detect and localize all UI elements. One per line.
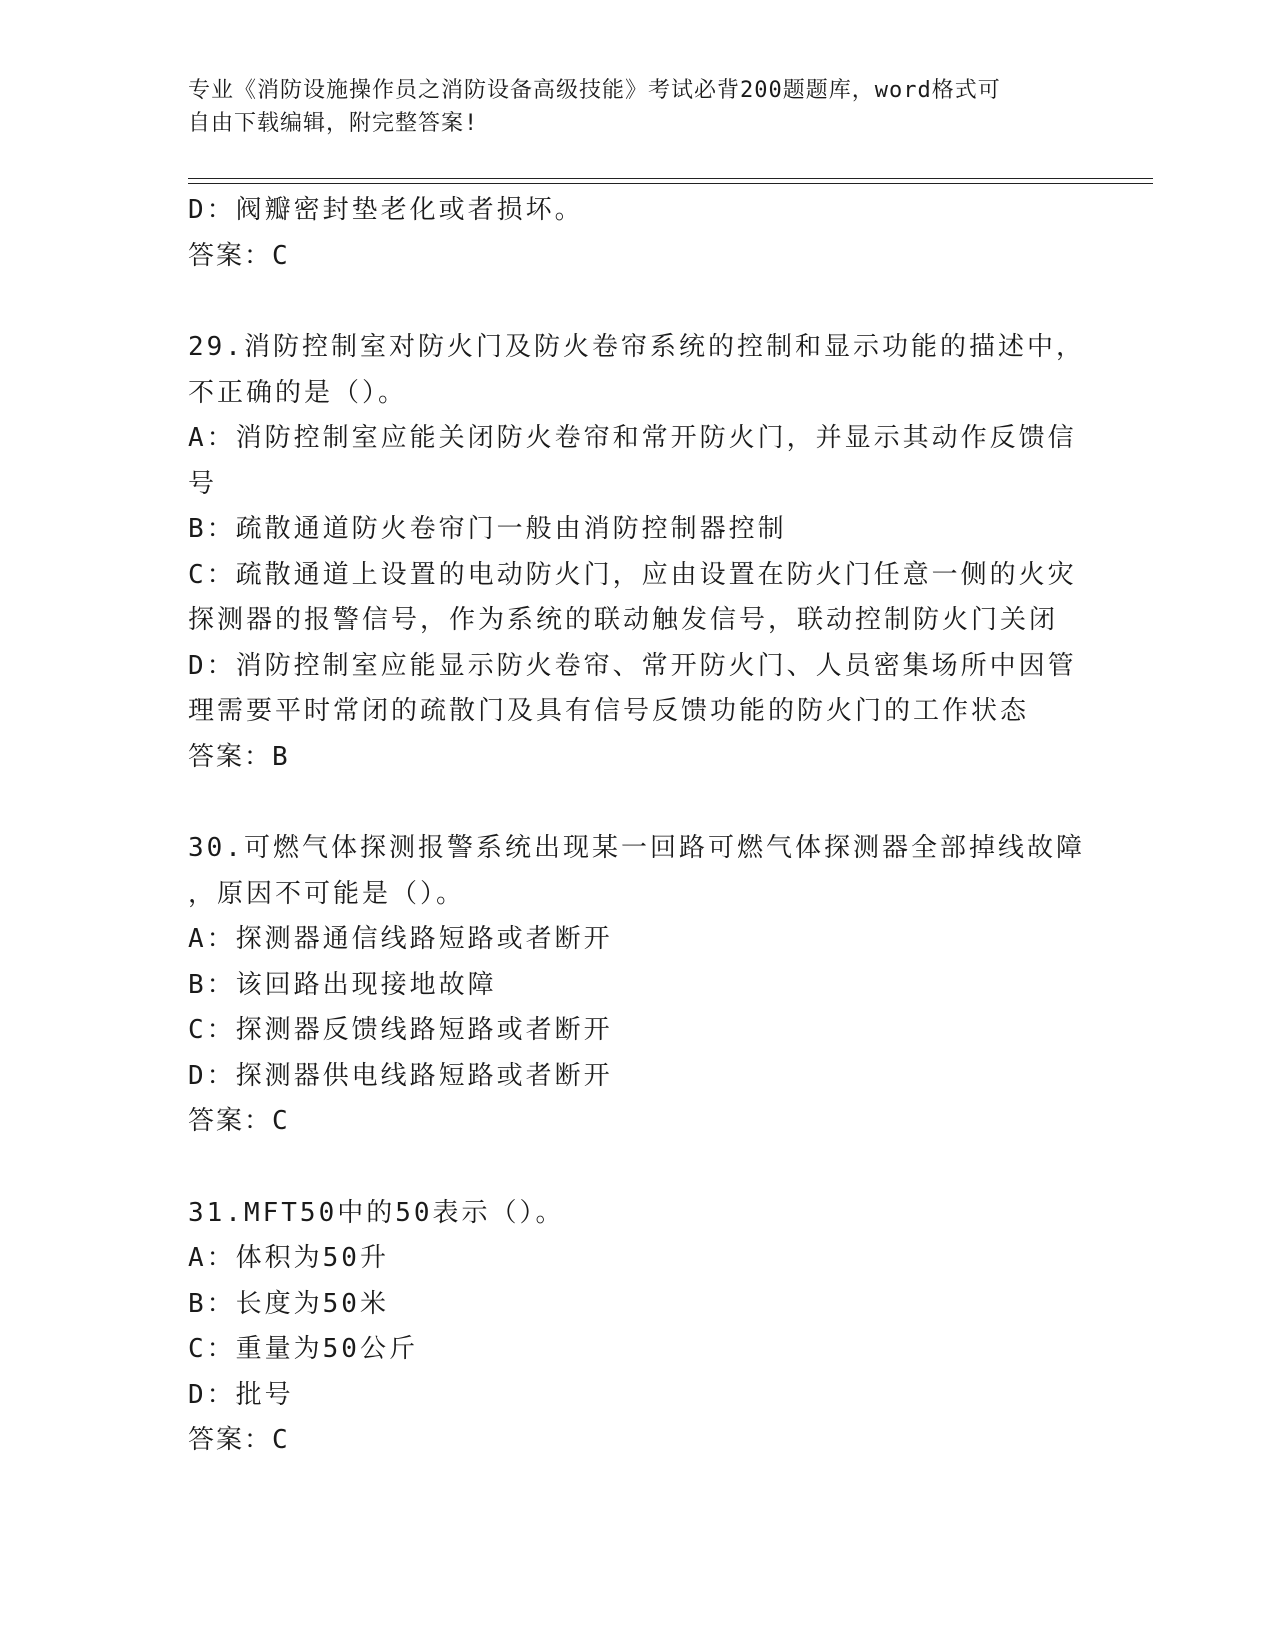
question-28-tail xyxy=(188,188,1088,279)
option-a: A：体积为50升 xyxy=(188,1243,389,1273)
option-c: C：疏散通道上设置的电动防火门，应由设置在防火门任意一侧的火灾 xyxy=(188,559,1077,590)
option-b: B：疏散通道防火卷帘门一般由消防控制器控制 xyxy=(188,514,787,544)
answer-line: 答案：C xyxy=(188,1425,290,1455)
option-d: D：批号 xyxy=(188,1379,294,1410)
spacer xyxy=(188,780,1088,826)
question-stem-line: 30.可燃气体探测报警系统出现某一回路可燃气体探测器全部掉线故障 xyxy=(188,833,1085,863)
option-a: A：消防控制室应能关闭防火卷帘和常开防火门，并显示其动作反馈信 xyxy=(188,423,1077,453)
spacer xyxy=(188,279,1088,325)
page-header xyxy=(188,74,1068,140)
answer-line: 答案：C xyxy=(188,240,290,271)
question-stem-line: 29.消防控制室对防火门及防火卷帘系统的控制和显示功能的描述中， xyxy=(188,332,1085,362)
question-31 xyxy=(188,1191,1088,1464)
option-c: C：重量为50公斤 xyxy=(188,1334,418,1364)
question-stem-line: ，原因不可能是（）。 xyxy=(188,878,466,909)
option-d: D：阀瓣密封垫老化或者损坏。 xyxy=(188,195,584,225)
option-d-continued: 理需要平时常闭的疏散门及具有信号反馈功能的防火门的工作状态 xyxy=(188,696,1030,726)
question-29 xyxy=(188,325,1088,780)
option-d: D：探测器供电线路短路或者断开 xyxy=(188,1060,613,1091)
question-30 xyxy=(188,826,1088,1145)
question-stem-line: 31.MFT50中的50表示（）。 xyxy=(188,1197,565,1228)
answer-line: 答案：C xyxy=(188,1106,290,1136)
answer-line: 答案：B xyxy=(188,741,290,772)
option-b: B：该回路出现接地故障 xyxy=(188,969,497,1000)
option-c: C：探测器反馈线路短路或者断开 xyxy=(188,1015,613,1045)
header-divider-top xyxy=(188,178,1153,179)
option-d: D：消防控制室应能显示防火卷帘、常开防火门、人员密集场所中因管 xyxy=(188,650,1077,681)
option-c-continued: 探测器的报警信号，作为系统的联动触发信号，联动控制防火门关闭 xyxy=(188,605,1059,635)
question-stem-line: 不正确的是（）。 xyxy=(188,377,408,408)
option-a-continued: 号 xyxy=(188,468,218,499)
question-list xyxy=(188,188,1088,1464)
header-line-1: 专业《消防设施操作员之消防设备高级技能》考试必背200题题库，word格式可 xyxy=(188,78,1001,103)
option-a: A：探测器通信线路短路或者断开 xyxy=(188,924,613,954)
header-line-2: 自由下载编辑，附完整答案! xyxy=(188,111,479,136)
header-divider-bottom xyxy=(188,183,1153,184)
spacer xyxy=(188,1145,1088,1191)
option-b: B：长度为50米 xyxy=(188,1288,389,1319)
